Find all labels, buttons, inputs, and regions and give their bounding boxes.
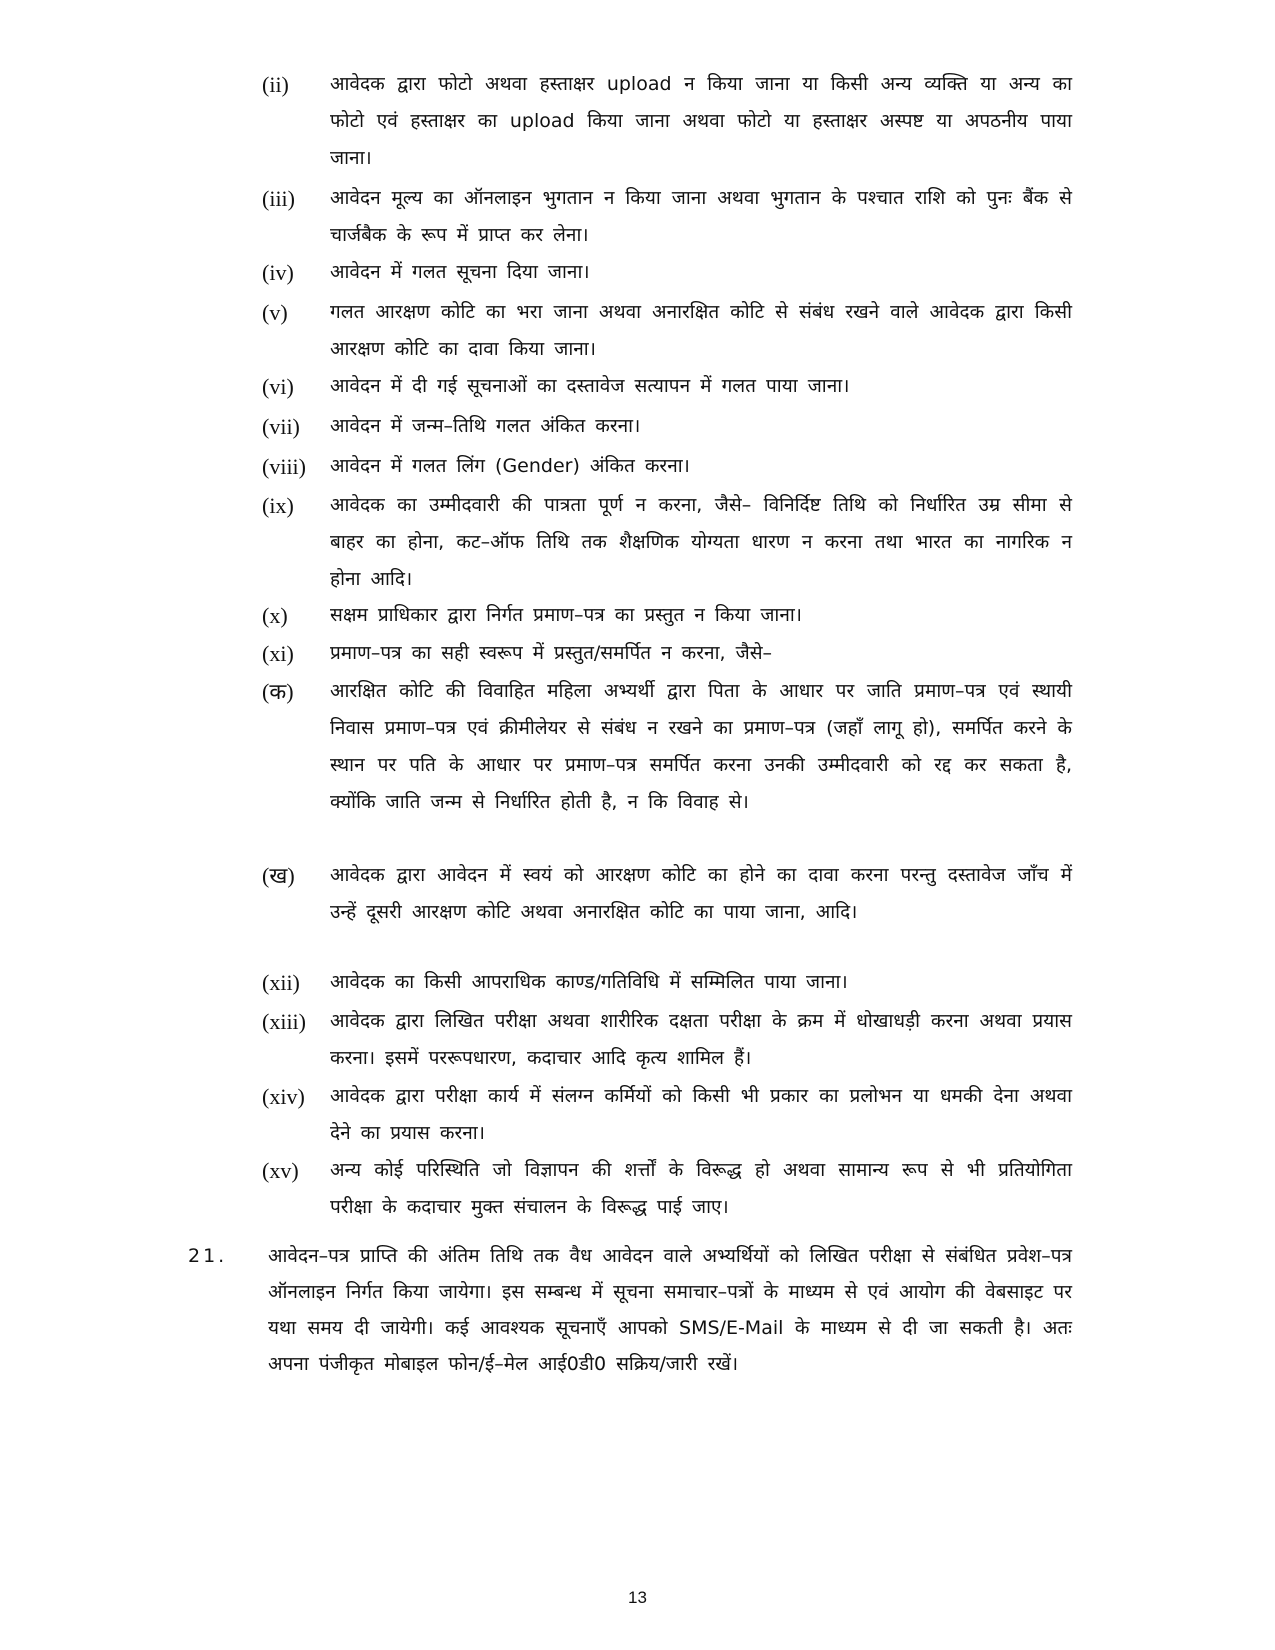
list-item-vi xyxy=(262,368,1072,405)
list-item-x xyxy=(262,597,1072,634)
item-number: (xi) xyxy=(262,641,294,666)
item-number: (iii) xyxy=(262,186,295,211)
item-text: आवेदक द्वारा लिखित परीक्षा अथवा शारीरिक दक्षता परीक्षा के क्रम में धोखाधड़ी करना अथवा प्रयास करना। इसमें पररूपधारण, कदाचार आदि कृत्य शामिल हैं। xyxy=(330,1010,1072,1069)
item-text: आवेदन मूल्य का ऑनलाइन भुगतान न किया जाना अथवा भुगतान के पश्चात राशि को पुनः बैंक से चार्जबैक के रूप में प्राप्त कर लेना। xyxy=(330,187,1072,246)
item-number: (xiv) xyxy=(262,1084,305,1109)
list-item-ix xyxy=(262,487,1072,598)
item-number: (vii) xyxy=(262,414,300,439)
item-text: आवेदक द्वारा आवेदन में स्वयं को आरक्षण कोटि का होने का दावा करना परन्तु दस्तावेज जाँच में उन्हें दूसरी आरक्षण कोटि अथवा अनारक्षित कोटि का पाया जाना, आदि। xyxy=(330,864,1072,923)
list-item-ka xyxy=(262,673,1072,821)
page-number: 13 xyxy=(628,1588,647,1607)
item-text: आवेदक द्वारा फोटो अथवा हस्ताक्षर upload न किया जाना या किसी अन्य व्यक्ति या अन्य का फोटो एवं हस्ताक्षर का upload किया जाना अथवा फोटो या हस्ताक्षर अस्पष्ट या अपठनीय पाया जाना। xyxy=(330,73,1072,169)
item-text: आवेदक का उम्मीदवारी की पात्रता पूर्ण न करना, जैसे– विनिर्दिष्ट तिथि को निर्धारित उम्र सीमा से बाहर का होना, कट–ऑफ तिथि तक शैक्षणिक योग्यता धारण न करना तथा भारत का नागरिक न होना आदि। xyxy=(330,494,1072,590)
item-number: (iv) xyxy=(262,260,294,285)
item-number: (xiii) xyxy=(262,1009,306,1034)
item-text: आवेदन में जन्म–तिथि गलत अंकित करना। xyxy=(330,415,641,437)
paragraph-text: आवेदन–पत्र प्राप्ति की अंतिम तिथि तक वैध आवेदन वाले अभ्यर्थियों को लिखित परीक्षा से संबंधित प्रवेश–पत्र ऑनलाइन निर्गत किया जायेगा। इस सम्बन्ध में सूचना समाचार–पत्रों के माध्यम से एवं आयोग की वेबसाइट पर यथा समय दी जायेगी। कई आवश्यक सूचनाएँ आपको SMS/E-Mail के माध्यम से दी जा सकती है। अतः अपना पंजीकृत मोबाइल फोन/ई–मेल आई0डी0 सक्रिय/जारी रखें। xyxy=(268,1245,1072,1375)
item-number: (क) xyxy=(262,679,294,704)
item-number: (x) xyxy=(262,603,288,628)
item-number: (ख) xyxy=(262,863,295,888)
item-number: (viii) xyxy=(262,454,306,479)
list-item-kha xyxy=(262,857,1072,931)
list-item-iv xyxy=(262,254,1072,291)
list-item-xiv xyxy=(262,1078,1072,1152)
item-number: (xv) xyxy=(262,1158,299,1183)
list-item-ii xyxy=(262,66,1072,177)
item-text: प्रमाण–पत्र का सही स्वरूप में प्रस्तुत/समर्पित न करना, जैसे– xyxy=(330,642,773,664)
list-item-v xyxy=(262,294,1072,368)
list-item-xi xyxy=(262,635,1072,672)
paragraph-number: 21. xyxy=(188,1245,228,1267)
paragraph-21 xyxy=(188,1238,1072,1382)
item-text: आवेदन में दी गई सूचनाओं का दस्तावेज सत्यापन में गलत पाया जाना। xyxy=(330,375,850,397)
list-item-xv xyxy=(262,1152,1072,1226)
item-text: आवेदक का किसी आपराधिक काण्ड/गतिविधि में सम्मिलित पाया जाना। xyxy=(330,971,848,993)
item-text: आवेदन में गलत सूचना दिया जाना। xyxy=(330,261,590,283)
item-text: आवेदन में गलत लिंग (Gender) अंकित करना। xyxy=(330,455,690,477)
item-number: (ix) xyxy=(262,493,294,518)
item-number: (v) xyxy=(262,300,288,325)
list-item-xii xyxy=(262,964,1072,1001)
list-item-viii xyxy=(262,448,1072,485)
list-item-vii xyxy=(262,408,1072,445)
item-text: सक्षम प्राधिकार द्वारा निर्गत प्रमाण–पत्र का प्रस्तुत न किया जाना। xyxy=(330,604,803,626)
item-text: अन्य कोई परिस्थिति जो विज्ञापन की शर्त्तों के विरूद्ध हो अथवा सामान्य रूप से भी प्रतियोगिता परीक्षा के कदाचार मुक्त संचालन के विरूद्ध पाई जाए। xyxy=(330,1159,1072,1218)
list-item-iii xyxy=(262,180,1072,254)
list-item-xiii xyxy=(262,1003,1072,1077)
item-number: (ii) xyxy=(262,72,289,97)
item-text: गलत आरक्षण कोटि का भरा जाना अथवा अनारक्षित कोटि से संबंध रखने वाले आवेदक द्वारा किसी आरक्षण कोटि का दावा किया जाना। xyxy=(330,301,1072,360)
item-number: (vi) xyxy=(262,374,294,399)
item-text: आरक्षित कोटि की विवाहित महिला अभ्यर्थी द्वारा पिता के आधार पर जाति प्रमाण–पत्र एवं स्थायी निवास प्रमाण–पत्र एवं क्रीमीलेयर से संबंध न रखने का प्रमाण–पत्र (जहाँ लागू हो), समर्पित करने के स्थान पर पति के आधार पर प्रमाण–पत्र समर्पित करना उनकी उम्मीदवारी को रद्द कर सकता है, क्योंकि जाति जन्म से निर्धारित होती है, न कि विवाह से। xyxy=(330,680,1072,813)
item-text: आवेदक द्वारा परीक्षा कार्य में संलग्न कर्मियों को किसी भी प्रकार का प्रलोभन या धमकी देना अथवा देने का प्रयास करना। xyxy=(330,1085,1072,1144)
item-number: (xii) xyxy=(262,970,300,995)
